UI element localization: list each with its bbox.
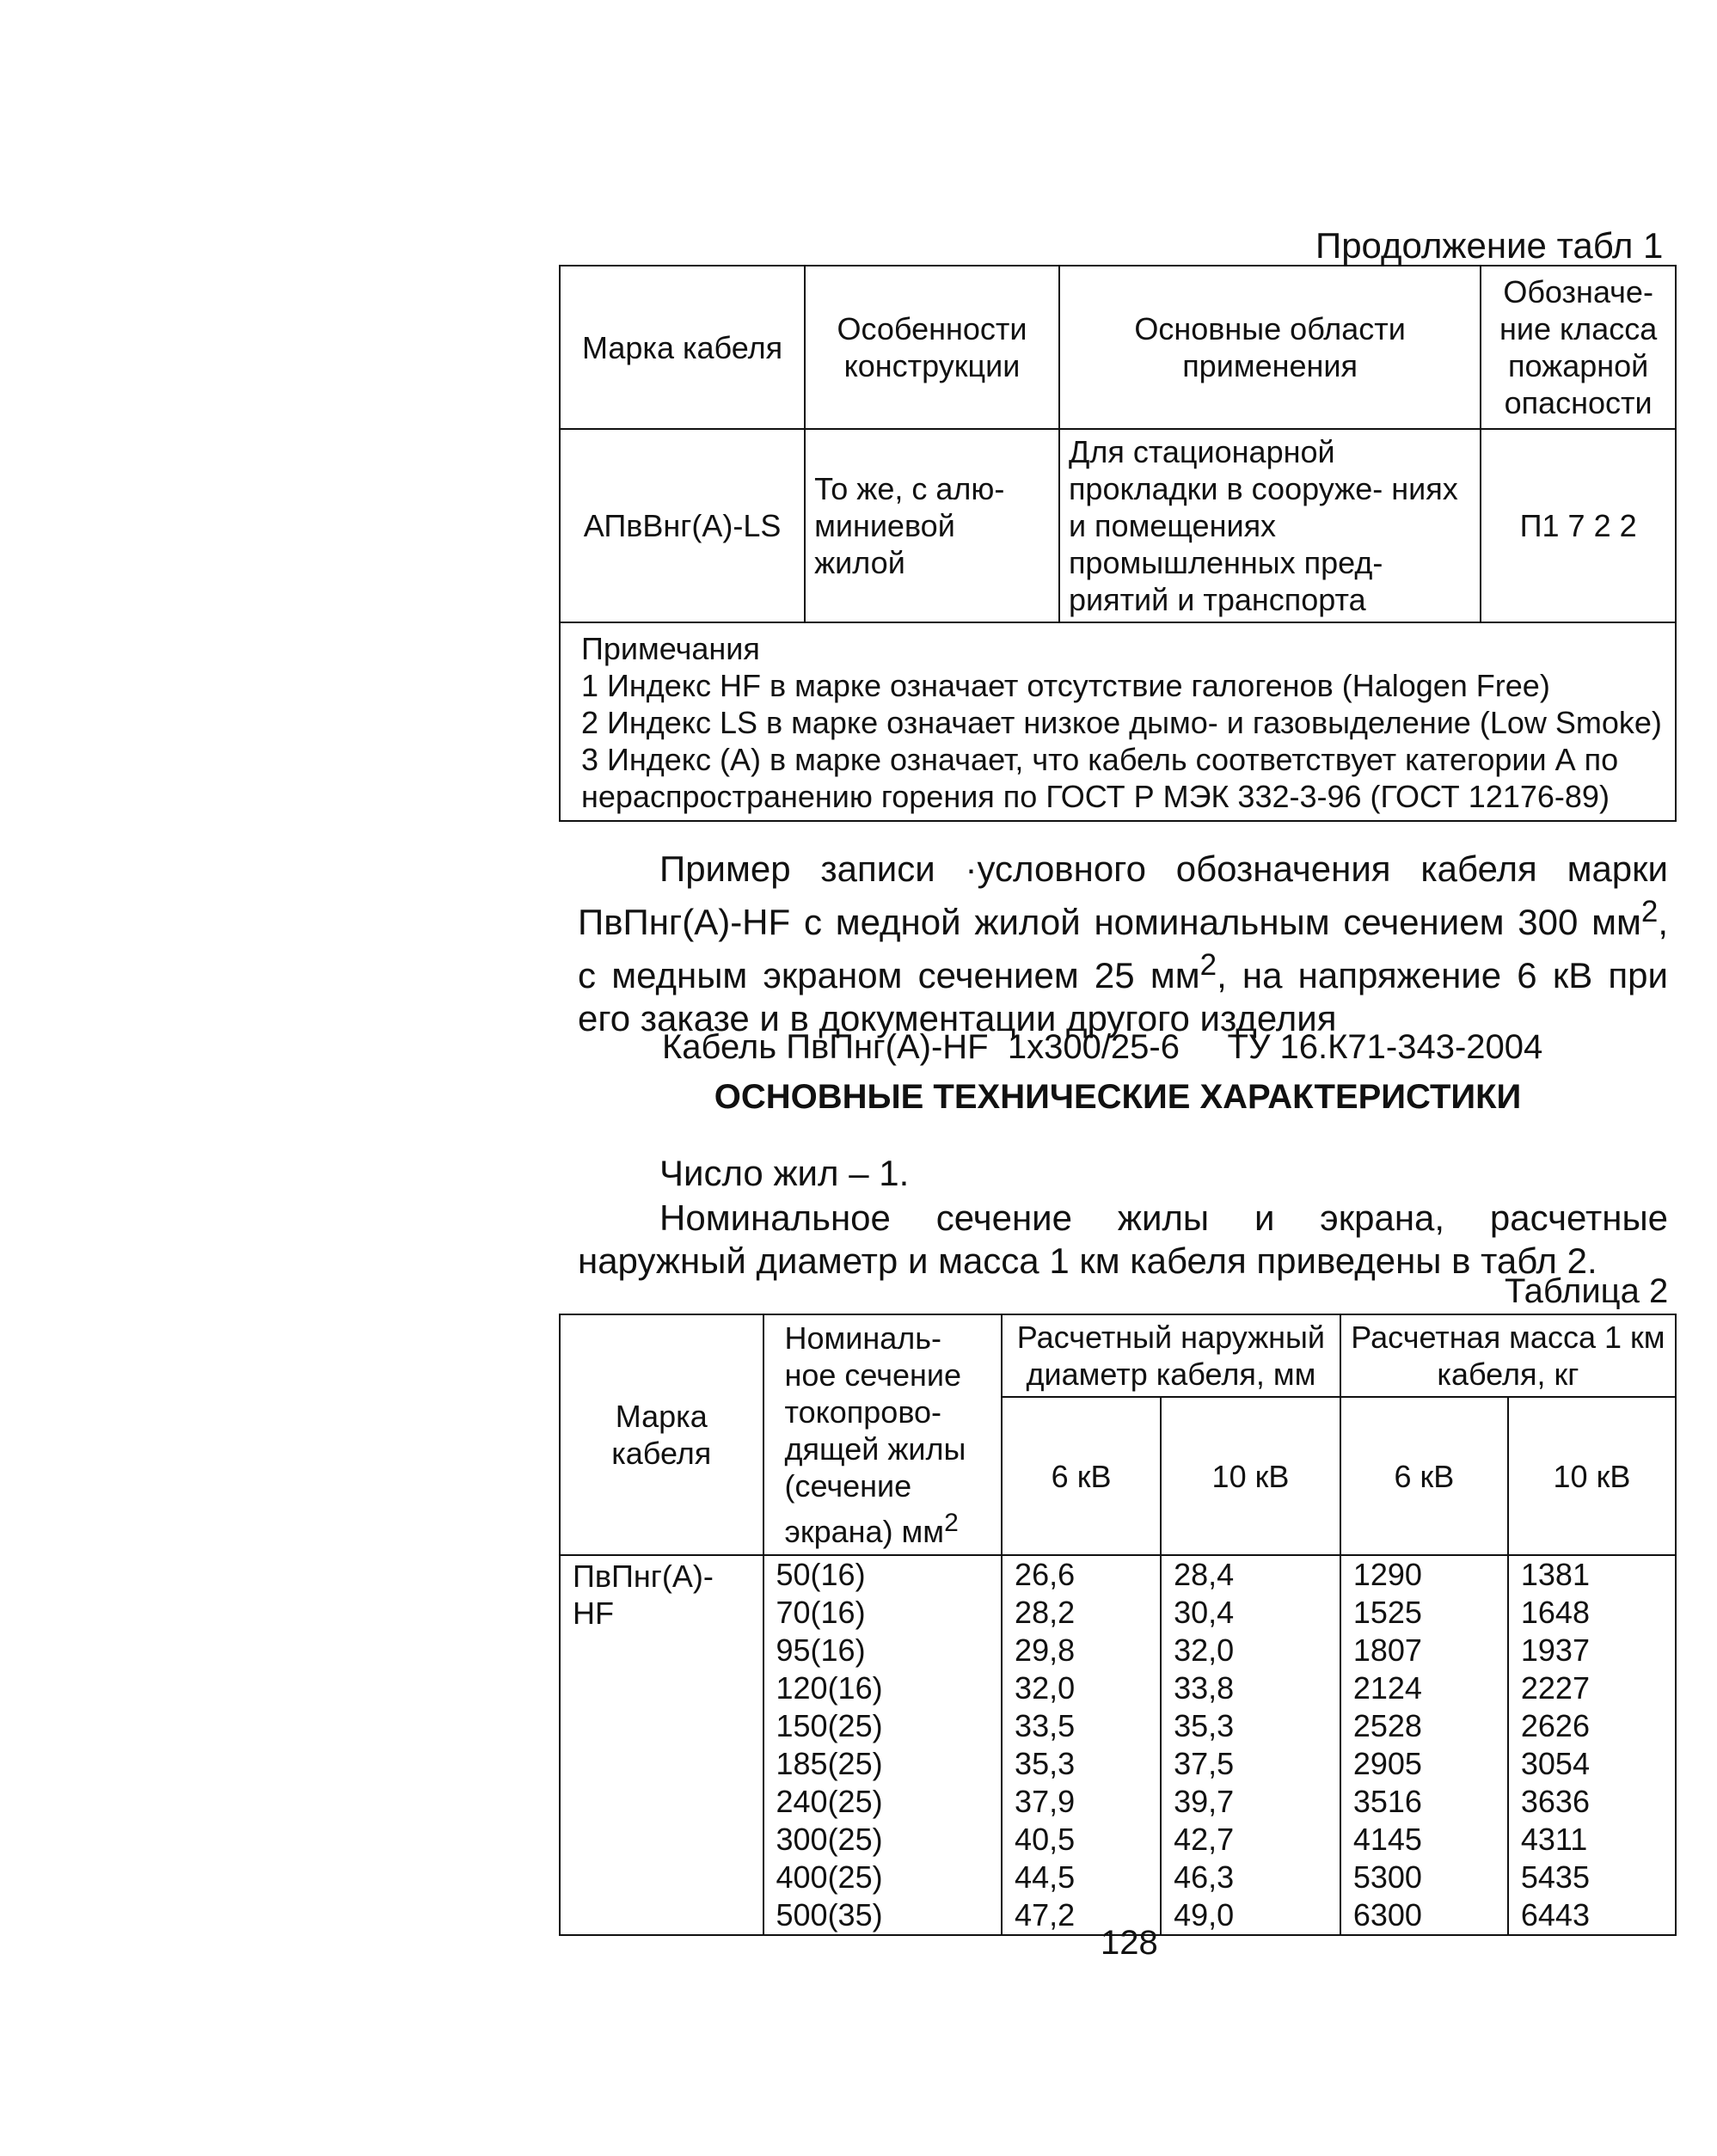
header-features: Особенности конструкции: [805, 266, 1059, 429]
t2-cell: 185(25): [763, 1745, 1003, 1783]
cores-line: Число жил – 1.: [659, 1153, 910, 1193]
t2-cell: 33,8: [1161, 1669, 1340, 1707]
t2-cell: 5300: [1340, 1859, 1508, 1896]
table1-notes-row: [560, 622, 1676, 821]
t2-cell: 300(25): [763, 1821, 1003, 1859]
t2-cell: 6443: [1508, 1896, 1676, 1935]
t2-cell: 95(16): [763, 1632, 1003, 1669]
t2-cell: 4311: [1508, 1821, 1676, 1859]
t2-cell: 28,2: [1002, 1594, 1161, 1632]
section-heading: ОСНОВНЫЕ ТЕХНИЧЕСКИЕ ХАРАКТЕРИСТИКИ: [714, 1078, 1522, 1116]
t2-header-mark: Марка кабеля: [560, 1314, 763, 1555]
t2-cell: 4145: [1340, 1821, 1508, 1859]
t2-cell: 3516: [1340, 1783, 1508, 1821]
t2-cell: 5435: [1508, 1859, 1676, 1896]
t2-cell: 30,4: [1161, 1594, 1340, 1632]
header-mark: Марка кабеля: [560, 266, 805, 429]
t2-cell: 29,8: [1002, 1632, 1161, 1669]
t2-cell: 46,3: [1161, 1859, 1340, 1896]
example-paragraph: [578, 848, 1668, 1040]
example-text-c: , на напряжение 6 кВ при его заказе и в документации другого изделия: [578, 955, 1668, 1038]
t2-header-diameter: Расчетный наружный диаметр кабеля, мм: [1002, 1314, 1340, 1397]
example-text-a: Пример записи ·условного обозначения кабеля марки ПвПнг(А)-HF с медной жилой номинальным сечением 300 мм: [578, 848, 1668, 942]
t2-header-mass: Расчетная масса 1 км кабеля, кг: [1340, 1314, 1676, 1397]
t2-cell: 32,0: [1002, 1669, 1161, 1707]
t2-cell: 26,6: [1002, 1555, 1161, 1594]
t2-cell: 37,9: [1002, 1783, 1161, 1821]
table1-row: [560, 429, 1676, 622]
superscript: 2: [944, 1509, 959, 1537]
t2-cell: 33,5: [1002, 1707, 1161, 1745]
t2-cell: 47,2: [1002, 1896, 1161, 1935]
t2-sub-10kv: 10 кВ: [1508, 1397, 1676, 1555]
t2-cell: 35,3: [1002, 1745, 1161, 1783]
cell-fire-class: П1 7 2 2: [1481, 429, 1676, 622]
t2-cell: 1648: [1508, 1594, 1676, 1632]
t2-cell: 1807: [1340, 1632, 1508, 1669]
t2-cell: 35,3: [1161, 1707, 1340, 1745]
t2-cell: 28,4: [1161, 1555, 1340, 1594]
t2-cell: 42,7: [1161, 1821, 1340, 1859]
t2-cell: 49,0: [1161, 1896, 1340, 1935]
t2-cell: 1525: [1340, 1594, 1508, 1632]
note-item: 2 Индекс LS в марке означает низкое дымо- и газовыделение (Low Smoke): [581, 705, 1662, 740]
header-areas: Основные области применения: [1059, 266, 1481, 429]
notes: [560, 622, 1676, 821]
t2-cell: 39,7: [1161, 1783, 1340, 1821]
t2-cell: 32,0: [1161, 1632, 1340, 1669]
example-text-b: , с медным экраном сечением 25 мм: [578, 902, 1668, 995]
table1-header-row: [560, 266, 1676, 429]
t2-cell: 2528: [1340, 1707, 1508, 1745]
t2-sub-6kv: 6 кВ: [1340, 1397, 1508, 1555]
table2-header-row: [560, 1314, 1676, 1397]
page-number: 128: [1101, 1924, 1158, 1962]
t2-cell: 40,5: [1002, 1821, 1161, 1859]
t2-cell: 500(35): [763, 1896, 1003, 1935]
t2-cell: 1937: [1508, 1632, 1676, 1669]
t2-cell: 2227: [1508, 1669, 1676, 1707]
t2-mark-cell: ПвПнг(А)- HF: [560, 1555, 763, 1935]
t2-header-section: [763, 1314, 1003, 1555]
t2-cell: 70(16): [763, 1594, 1003, 1632]
t2-sub-10kv: 10 кВ: [1161, 1397, 1340, 1555]
t2-cell: 150(25): [763, 1707, 1003, 1745]
superscript: 2: [1640, 895, 1659, 928]
t2-cell: 120(16): [763, 1669, 1003, 1707]
t2-cell: 3636: [1508, 1783, 1676, 1821]
cell-features: То же, с алю- миниевой жилой: [805, 429, 1059, 622]
t2-cell: 2905: [1340, 1745, 1508, 1783]
t2-header-section-text: Номиналь- ное сечение токопрово- дящей жилы (сечение экрана) мм: [784, 1320, 966, 1549]
table1-caption: Продолжение табл 1: [1315, 225, 1664, 266]
cell-mark: АПвВнг(А)-LS: [560, 429, 805, 622]
superscript: 2: [1199, 948, 1217, 982]
section-text: Номинальное сечение жилы и экрана, расчетные наружный диаметр и масса 1 км кабеля приведены в табл 2.: [578, 1197, 1668, 1281]
cell-areas: Для стационарной прокладки в сооруже- ниях и помещениях промышленных пред- риятий и транспорта: [1059, 429, 1481, 622]
table2-caption: Таблица 2: [1505, 1272, 1669, 1310]
note-item: 1 Индекс HF в марке означает отсутствие галогенов (Halogen Free): [581, 668, 1550, 703]
t2-cell: 400(25): [763, 1859, 1003, 1896]
t2-cell: 44,5: [1002, 1859, 1161, 1896]
t2-cell: 3054: [1508, 1745, 1676, 1783]
header-fire-class: Обозначе- ние класса пожарной опасности: [1481, 266, 1676, 429]
t2-sub-6kv: 6 кВ: [1002, 1397, 1161, 1555]
note-item: 3 Индекс (А) в марке означает, что кабель соответствует категории А по нераспространению горения по ГОСТ Р МЭК 332-3-96 (ГОСТ 12176-89): [581, 742, 1619, 814]
table-row: [560, 1555, 1676, 1594]
t2-cell: 2124: [1340, 1669, 1508, 1707]
t2-cell: 240(25): [763, 1783, 1003, 1821]
t2-cell: 2626: [1508, 1707, 1676, 1745]
t2-cell: 6300: [1340, 1896, 1508, 1935]
designation-example: Кабель ПвПнг(А)-HF 1х300/25-6 ТУ 16.К71-343-2004: [662, 1028, 1543, 1066]
t2-cell: 1290: [1340, 1555, 1508, 1594]
t2-cell: 37,5: [1161, 1745, 1340, 1783]
table2: [559, 1314, 1677, 1936]
table1: [559, 265, 1677, 822]
t2-cell: 50(16): [763, 1555, 1003, 1594]
t2-cell: 1381: [1508, 1555, 1676, 1594]
notes-title: Примечания: [581, 631, 760, 666]
